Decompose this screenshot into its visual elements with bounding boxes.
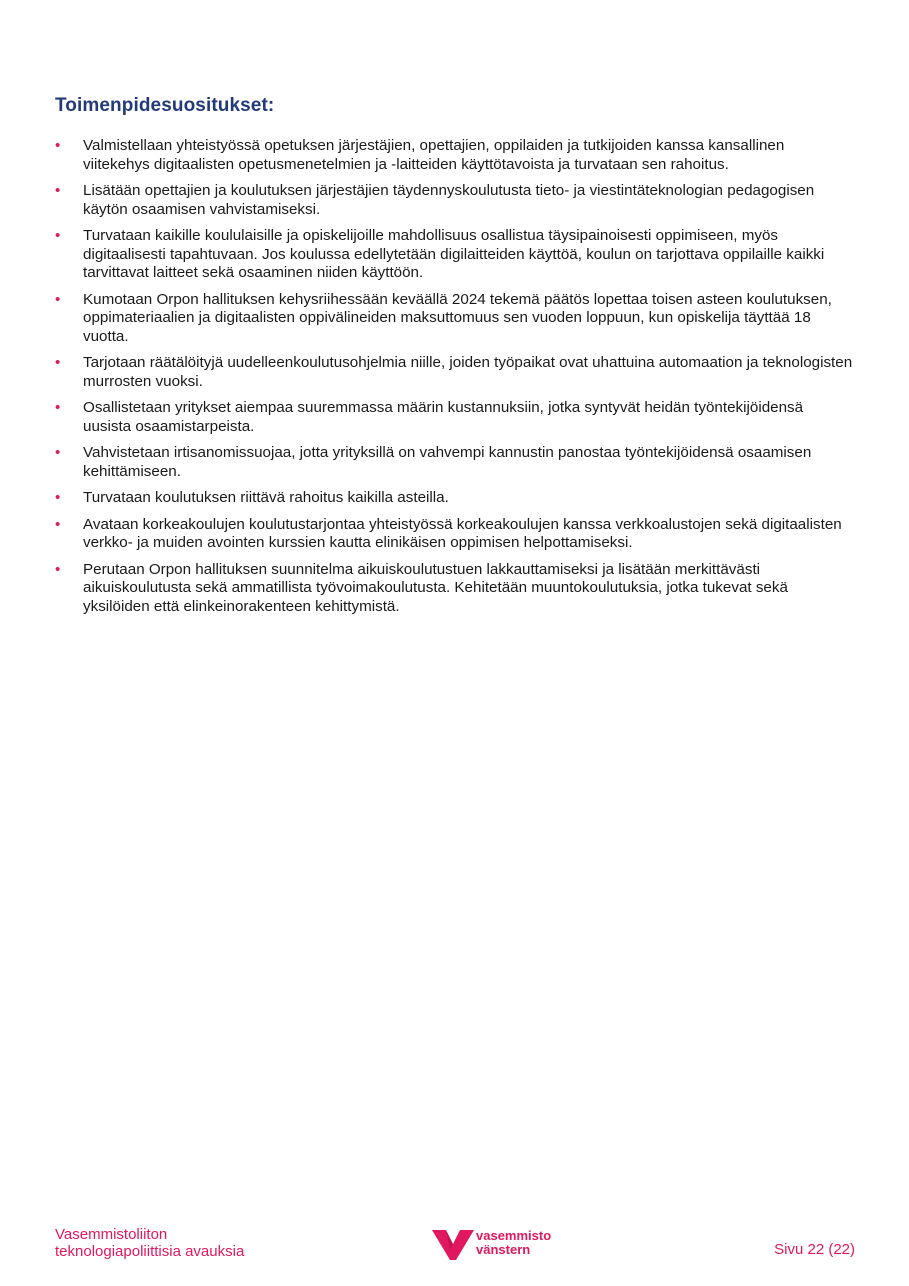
recommendation-item [55, 489, 855, 508]
recommendation-text: Kumotaan Orpon hallituksen kehysriihessään keväällä 2024 tekemä päätös lopettaa toisen asteen koulutuksen, oppimateriaalien ja digitaalisten oppivälineiden maksuttomuus sen vuoden loppuun, kun opiskelija täyttää 18 vuotta. [83, 290, 832, 345]
recommendations-list [55, 137, 855, 624]
bullet-marker: • [55, 354, 61, 371]
recommendation-text: Valmistellaan yhteistyössä opetuksen järjestäjien, opettajien, oppilaiden ja tutkijoiden kanssa kansallinen viitekehys digitaalisten opetusmenetelmien ja -laitteiden käyttötavoista ja turvataan sen rahoitus. [83, 137, 785, 173]
section-heading: Toimenpidesuositukset: [55, 95, 275, 116]
recommendation-text: Vahvistetaan irtisanomissuojaa, jotta yrityksillä on vahvempi kannustin panostaa työntekijöidensä osaamisen kehittämiseen. [83, 444, 812, 480]
recommendation-item [55, 516, 855, 553]
recommendation-text: Osallistetaan yritykset aiempaa suuremmassa määrin kustannuksiin, jotka syntyvät heidän työntekijöidensä uusista osaamistarpeista. [83, 399, 804, 435]
recommendation-item [55, 444, 855, 481]
bullet-marker: • [55, 399, 61, 416]
bullet-marker: • [55, 137, 61, 154]
logo-wordmark-line-1: vasemmisto [476, 1228, 552, 1243]
bullet-marker: • [55, 489, 61, 506]
footer-publication-line-2: teknologiapoliittisia avauksia [55, 1243, 245, 1260]
recommendation-text: Tarjotaan räätälöityjä uudelleenkoulutusohjelmia niille, joiden työpaikat ovat uhattuina automaation ja teknologisten murrosten vuoksi. [83, 354, 853, 390]
footer-publication-title [55, 1226, 244, 1260]
bullet-marker: • [55, 290, 61, 308]
footer-publication-line-1: Vasemmistoliiton [55, 1226, 168, 1243]
page-number: Sivu 22 (22) [774, 1241, 855, 1258]
recommendation-item [55, 399, 855, 436]
recommendation-item [55, 291, 855, 347]
bullet-marker: • [55, 515, 61, 533]
recommendation-item [55, 227, 855, 283]
bullet-marker: • [55, 560, 61, 578]
logo-wordmark [476, 1229, 551, 1257]
logo-wordmark-line-2: vänstern [476, 1242, 531, 1257]
bullet-marker: • [55, 182, 61, 199]
recommendation-text: Perutaan Orpon hallituksen suunnitelma aikuiskoulutustuen lakkauttamiseksi ja lisätään merkittävästi aikuiskoulutusta sekä ammatillista työvoimakoulutusta. Kehitetään muuntokoulutuksia, jotka tukevat sekä yksilöiden että elinkeinorakenteen kehittymistä. [83, 560, 788, 615]
recommendation-text: Turvataan kaikille koululaisille ja opiskelijoille mahdollisuus osallistua täysipainoisesti oppimiseen, myös digitaalisesti tapahtuvaan. Jos koulussa edellytetään digilaitteiden käyttöä, koulun on tarjottava oppilaille kaikki tarvittavat laitteet sekä osaaminen niiden käyttöön. [83, 227, 825, 281]
recommendation-item [55, 137, 855, 174]
recommendation-text: Turvataan koulutuksen riittävä rahoitus kaikilla asteilla. [83, 489, 449, 506]
recommendation-item [55, 561, 855, 617]
bullet-marker: • [55, 227, 61, 244]
logo-v-mark-icon [432, 1226, 474, 1260]
bullet-marker: • [55, 444, 61, 461]
recommendation-text: Avataan korkeakoulujen koulutustarjontaa yhteistyössä korkeakoulujen kanssa verkkoalustojen sekä digitaalisten verkko- ja muiden avointen kurssien kautta elinikäisen oppimisen helpottamiseksi. [83, 515, 842, 551]
vasemmisto-logo [432, 1226, 551, 1260]
recommendation-item [55, 354, 855, 391]
recommendation-item [55, 182, 855, 219]
recommendation-text: Lisätään opettajien ja koulutuksen järjestäjien täydennyskoulutusta tieto- ja viestintäteknologian pedagogisen käytön osaamisen vahvistamiseksi. [83, 182, 815, 218]
